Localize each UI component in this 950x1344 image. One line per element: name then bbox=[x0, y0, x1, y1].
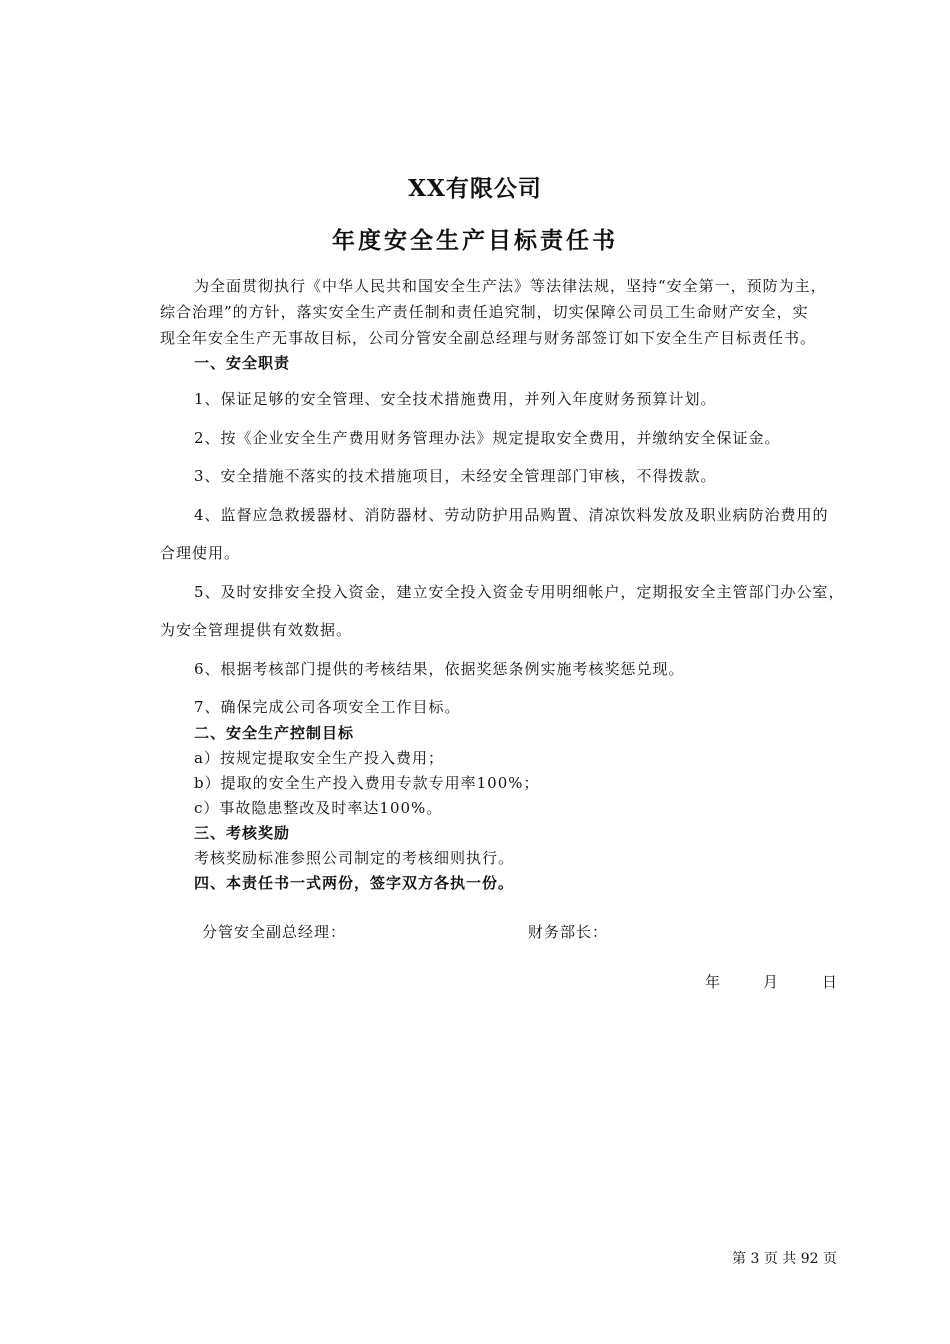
section1-item-1: 1、保证足够的安全管理、安全技术措施费用，并列入年度财务预算计划。 bbox=[194, 390, 717, 408]
signature-left-label: 分管安全副总经理： bbox=[202, 923, 347, 941]
document-subtitle: 年度安全生产目标责任书 bbox=[332, 227, 618, 254]
section1-item-6: 6、根据考核部门提供的考核结果，依据奖惩条例实施考核奖惩兑现。 bbox=[194, 660, 685, 678]
section1-item-5a: 5、及时安排安全投入资金，建立安全投入资金专用明细帐户，定期报安全主管部门办公室， bbox=[194, 583, 845, 601]
section1-item-2: 2、按《企业安全生产费用财务管理办法》规定提取安全费用，并缴纳安全保证金。 bbox=[194, 429, 781, 447]
document-title: XX有限公司 bbox=[408, 175, 542, 202]
date-month: 月 bbox=[763, 973, 780, 991]
intro-line-3: 现全年安全生产无事故目标，公司分管安全副总经理与财务部签订如下安全生产目标责任书。 bbox=[160, 329, 817, 347]
date-year: 年 bbox=[705, 973, 722, 991]
date-day: 日 bbox=[822, 973, 839, 991]
section3-heading: 三、考核奖励 bbox=[194, 824, 291, 842]
section1-item-5b: 为安全管理提供有效数据。 bbox=[160, 621, 353, 639]
section2-heading: 二、安全生产控制目标 bbox=[194, 724, 355, 742]
section1-heading: 一、安全职责 bbox=[194, 354, 291, 372]
intro-line-2: 综合治理”的方针，落实安全生产责任制和责任追究制，切实保障公司员工生命财产安全，实 bbox=[160, 303, 809, 321]
section1-item-4b: 合理使用。 bbox=[160, 544, 241, 562]
page-footer: 第 3 页 共 92 页 bbox=[732, 1251, 837, 1267]
section1-item-3: 3、安全措施不落实的技术措施项目，未经安全管理部门审核，不得拨款。 bbox=[194, 467, 717, 485]
section1-item-7: 7、确保完成公司各项安全工作目标。 bbox=[194, 698, 461, 716]
section2-item-b: b）提取的安全生产投入费用专款专用率100%； bbox=[194, 774, 540, 792]
section3-text: 考核奖励标准参照公司制定的考核细则执行。 bbox=[194, 849, 515, 867]
intro-line-1: 为全面贯彻执行《中华人民共和国安全生产法》等法律法规，坚持“安全第一，预防为主， bbox=[194, 277, 827, 295]
section2-item-a: a）按规定提取安全生产投入费用； bbox=[194, 749, 444, 767]
signature-right-label: 财务部长： bbox=[528, 923, 609, 941]
section2-item-c: c）事故隐患整改及时率达100%。 bbox=[194, 799, 443, 817]
section4-heading: 四、本责任书一式两份，签字双方各执一份。 bbox=[194, 874, 515, 892]
section1-item-4a: 4、监督应急救援器材、消防器材、劳动防护用品购置、清凉饮料发放及职业病防治费用的 bbox=[194, 506, 829, 524]
